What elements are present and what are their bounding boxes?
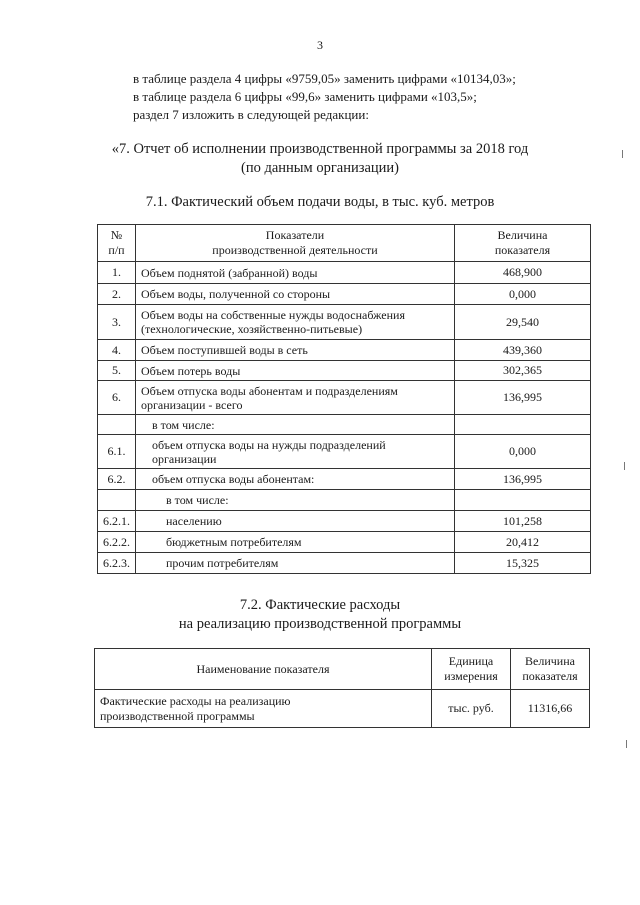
table-row: 2. Объем воды, полученной со стороны 0,000 (98, 284, 591, 305)
water-supply-table (97, 224, 591, 574)
row-value: 11316,66 (511, 690, 590, 728)
program-expenses-table (94, 648, 590, 728)
section-7-2-title (0, 596, 640, 634)
header-value: Величина показателя (455, 225, 591, 262)
section-7-2-subtitle-line: на реализацию производственной программы (178, 616, 462, 632)
section-7-subtitle-line: (по данным организации) (240, 160, 399, 176)
table-row: 1. Объем поднятой (забранной) воды 468,900 (98, 262, 591, 284)
scan-mark (622, 150, 623, 158)
row-unit: тыс. руб. (432, 690, 511, 728)
table-row: 4. Объем поступившей воды в сеть 439,360 (98, 340, 591, 361)
header-num: № п/п (98, 225, 136, 262)
row-name: Фактические расходы на реализацию производственной программы (95, 690, 432, 728)
table-row: 6.2. объем отпуска воды абонентам: 136,995 (98, 469, 591, 490)
intro-text (133, 70, 516, 124)
table-row: в том числе: (98, 490, 591, 511)
header-name: Показатели производственной деятельности (136, 225, 455, 262)
header-value: Величина показателя (511, 649, 590, 690)
table-header-row (95, 649, 590, 690)
intro-line: в таблице раздела 6 цифры «99,6» заменить цифрами «103,5»; (133, 89, 477, 104)
table-row: 6.2.2. бюджетным потребителям 20,412 (98, 532, 591, 553)
table-row: 6. Объем отпуска воды абонентам и подразделениям организации - всего 136,995 (98, 381, 591, 415)
section-7-2-title-line: 7.2. Фактические расходы (239, 597, 401, 613)
intro-line: раздел 7 изложить в следующей редакции: (133, 107, 369, 122)
table-header-row (98, 225, 591, 262)
section-7-title-line: «7. Отчет об исполнении производственной программы за 2018 год (111, 141, 529, 157)
section-7-title (0, 140, 640, 178)
section-7-1-title: 7.1. Фактический объем подачи воды, в тыс. куб. метров (145, 194, 495, 210)
table-row: 6.1. объем отпуска воды на нужды подразделений организации 0,000 (98, 435, 591, 469)
scan-mark (626, 740, 627, 748)
table-row: в том числе: (98, 415, 591, 435)
table-row: 6.2.1. населению 101,258 (98, 511, 591, 532)
table-row: 3. Объем воды на собственные нужды водоснабжения (технологические, хозяйственно-питьевые) 29,540 (98, 305, 591, 340)
table-row: 5. Объем потерь воды 302,365 (98, 361, 591, 381)
intro-line: в таблице раздела 4 цифры «9759,05» заменить цифрами «10134,03»; (133, 71, 516, 86)
header-name: Наименование показателя (95, 649, 432, 690)
table-row (95, 690, 590, 728)
header-unit: Единица измерения (432, 649, 511, 690)
scan-mark (624, 462, 625, 470)
table-row: 6.2.3. прочим потребителям 15,325 (98, 553, 591, 574)
page-number: 3 (317, 38, 323, 52)
